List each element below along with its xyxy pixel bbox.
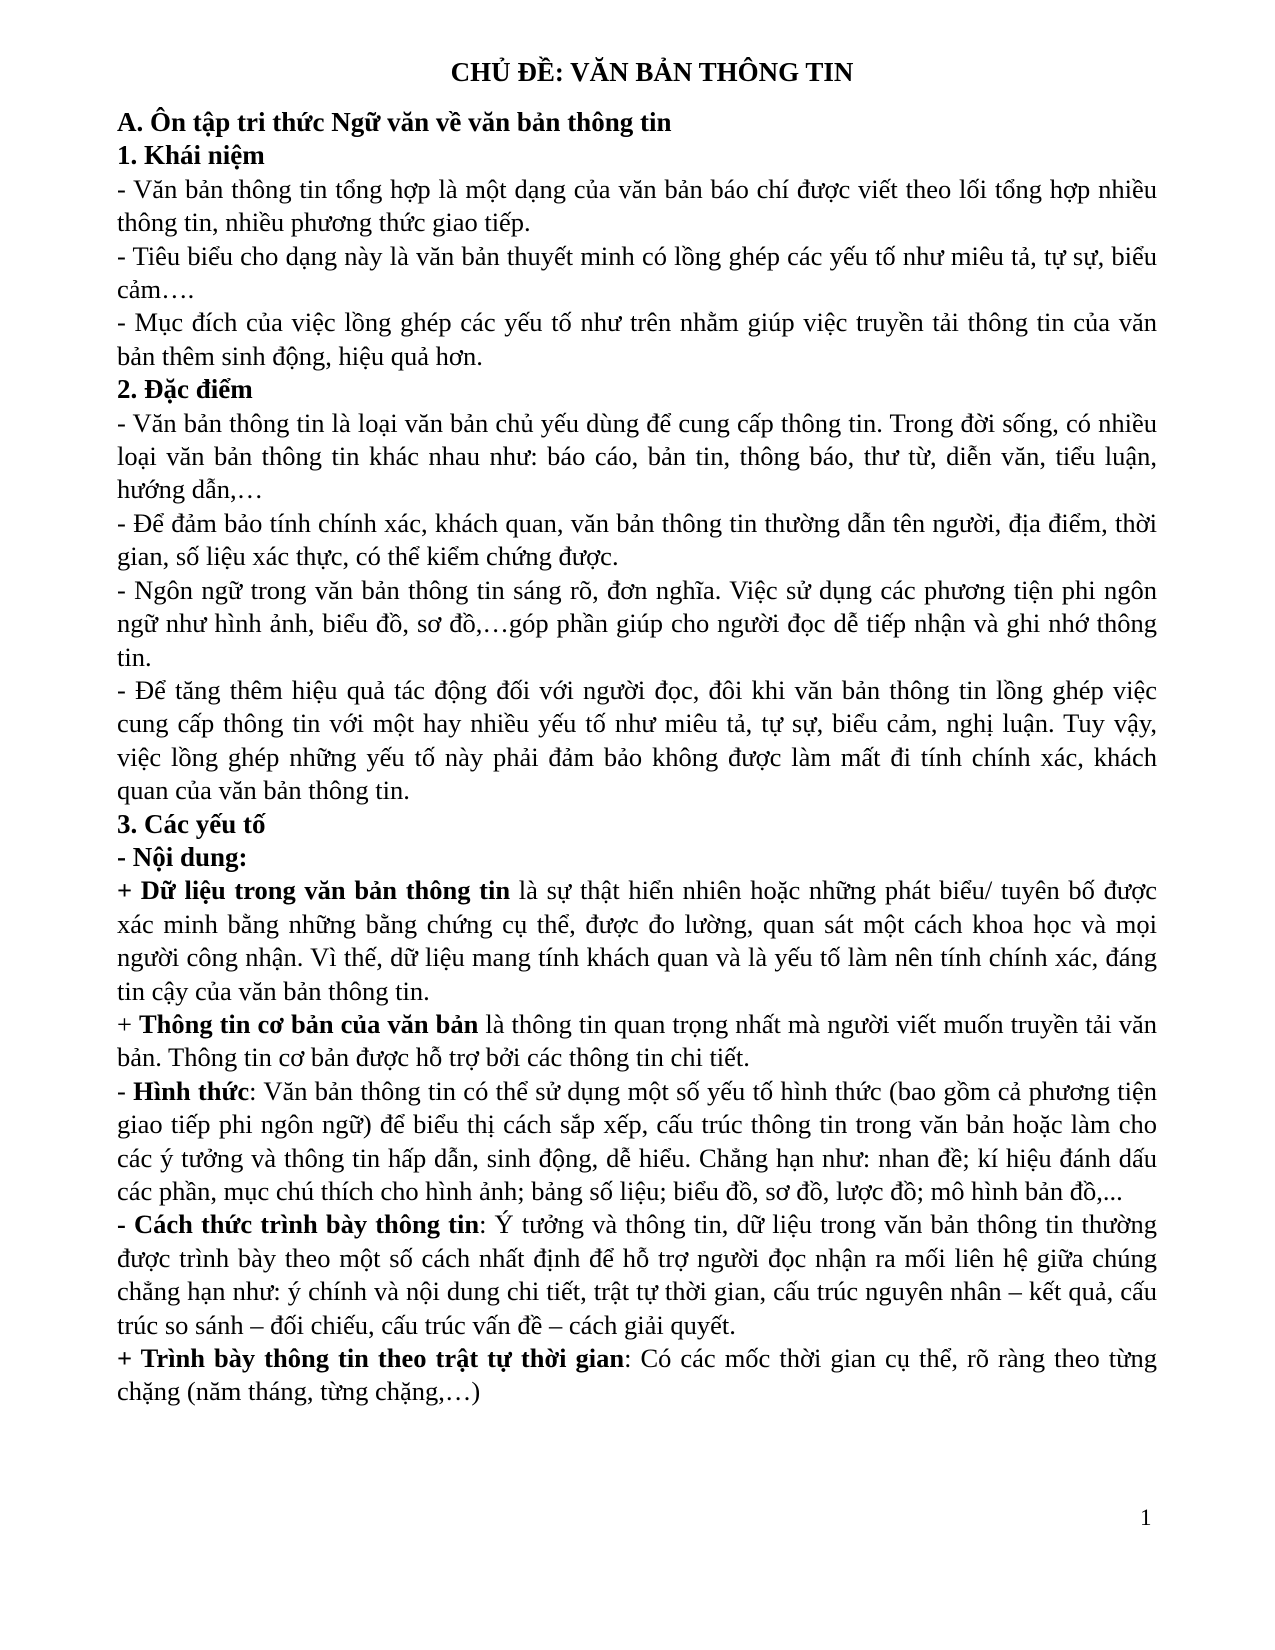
section-1-heading: 1. Khái niệm — [117, 140, 265, 171]
paragraph: - Văn bản thông tin tổng hợp là một dạng của văn bản báo chí được viết theo lối tổng hợp nhiều thông tin, nhiều phương thức giao tiếp. — [117, 173, 1157, 238]
document-page — [117, 52, 1157, 1409]
bullet-prefix: - — [117, 1075, 134, 1106]
paragraph-basic-info — [117, 1008, 1157, 1075]
document-title: CHỦ ĐỀ: VĂN BẢN THÔNG TIN — [450, 57, 854, 87]
paragraph: - Mục đích của việc lồng ghép các yếu tố như trên nhằm giúp việc truyền tải thông tin của văn bản thêm sinh động, hiệu quả hơn. — [117, 307, 1157, 371]
section-a-heading: A. Ôn tập tri thức Ngữ văn về văn bản thông tin — [117, 107, 672, 137]
paragraph: - Văn bản thông tin là loại văn bản chủ yếu dùng để cung cấp thông tin. Trong đời sống, có nhiều loại văn bản thông tin khác nhau như: báo cáo, bản tin, thông báo, thư từ, diễn văn, tiểu luận, hướng dẫn,… — [117, 407, 1157, 505]
paragraph-text: là thông tin quan trọng nhất mà người viết muốn truyền tải văn bản. Thông tin cơ bản được hỗ trợ bởi các thông tin chi tiết. — [117, 1008, 1158, 1073]
paragraph-text: : Ý tưởng và thông tin, dữ liệu trong văn bản thông tin thường được trình bày theo một số cách nhất định để hỗ trợ người đọc nhận ra mối liên hệ giữa chúng chẳng hạn như: ý chính và nội dung chi tiết, trật tự thời gian, cấu trúc nguyên nhân – kết quả, cấu trúc so sánh – đối chiếu, cấu trúc vấn đề – cách giải quyết. — [117, 1209, 1157, 1340]
paragraph-text: : Có các mốc thời gian cụ thể, rõ ràng theo từng chặng (năm tháng, từng chặng,…) — [117, 1343, 1157, 1407]
paragraph-presentation — [117, 1208, 1157, 1342]
bold-term: Thông tin cơ bản của văn bản — [138, 1008, 479, 1039]
paragraph: - Tiêu biểu cho dạng này là văn bản thuyết minh có lồng ghép các yếu tố như miêu tả, tự sự, biểu cảm…. — [117, 240, 1157, 305]
paragraph-text: : Văn bản thông tin có thể sử dụng một số yếu tố hình thức (bao gồm cả phương tiện giao tiếp phi ngôn ngữ) để biểu thị cách sắp xếp, cấu trúc thông tin trong văn bản hoặc làm cho các ý tưởng và thông tin hấp dẫn, sinh động, dễ hiểu. Chẳng hạn như: nhan đề; kí hiệu đánh dấu các phần, mục chú thích cho hình ảnh; bảng số liệu; biểu đồ, sơ đồ, lược đồ; mô hình bản đồ,... — [117, 1075, 1158, 1206]
section-2-heading: 2. Đặc điểm — [117, 374, 253, 405]
page-number: 1 — [1140, 1505, 1152, 1530]
bold-term: Hình thức — [133, 1075, 250, 1106]
section-3-heading: 3. Các yếu tố — [117, 808, 266, 839]
bold-term: + Trình bày thông tin theo trật tự thời gian — [117, 1343, 625, 1374]
paragraph: - Để đảm bảo tính chính xác, khách quan, văn bản thông tin thường dẫn tên người, địa điểm, thời gian, số liệu xác thực, có thể kiểm chứng được. — [117, 507, 1157, 572]
bold-term: - Cách thức trình bày thông tin — [117, 1209, 480, 1240]
bullet-prefix: + — [117, 1008, 139, 1039]
paragraph: - Để tăng thêm hiệu quả tác động đối với người đọc, đôi khi văn bản thông tin lồng ghép việc cung cấp thông tin với một hay nhiều yếu tố như miêu tả, tự sự, biểu cảm, nghị luận. Tuy vậy, việc lồng ghép những yếu tố này phải đảm bảo không được làm mất đi tính chính xác, khách quan của văn bản thông tin. — [117, 674, 1157, 806]
paragraph-text: là sự thật hiển nhiên hoặc những phát biểu/ tuyên bố được xác minh bằng những bằng chứng cụ thể, được đo lường, quan sát một cách khoa học và mọi người công nhận. Vì thế, dữ liệu mang tính khách quan và là yếu tố làm nên tính chính xác, đáng tin cậy của văn bản thông tin. — [117, 875, 1157, 1006]
paragraph-data — [117, 874, 1157, 1008]
paragraph-chronological — [117, 1342, 1157, 1409]
paragraph-form — [117, 1075, 1157, 1209]
bold-term: + Dữ liệu trong văn bản thông tin — [117, 875, 511, 906]
paragraph: - Ngôn ngữ trong văn bản thông tin sáng rõ, đơn nghĩa. Việc sử dụng các phương tiện phi ngôn ngữ như hình ảnh, biểu đồ, sơ đồ,…góp phần giúp cho người đọc dễ tiếp nhận và ghi nhớ thông tin. — [117, 574, 1157, 672]
content-subheading: - Nội dung: — [117, 841, 248, 872]
